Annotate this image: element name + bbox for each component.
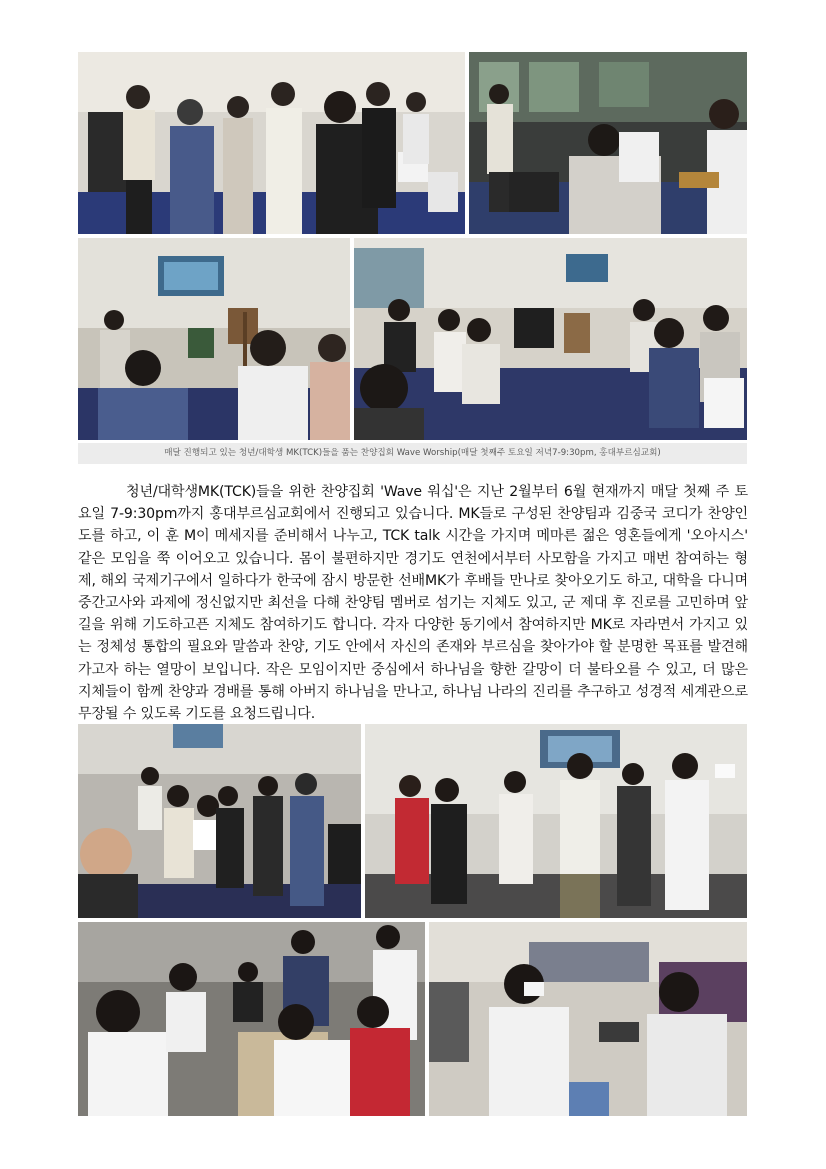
photo-mingling-crowd	[365, 724, 747, 918]
article-paragraph: 청년/대학생MK(TCK)들을 위한 찬양집회 'Wave 워십'은 지난 2월부터 6월 현재까지 매달 첫째 주 토요일 7-9:30pm까지 홍대부르심교회에서 진행되고 있습니다. MK들로 구성된 찬양팀과 김중국 코디가 찬양인도를 하고, 이 훈 M이 메세지를 준비해서 나누고, TCK talk 시간을 가지며 메마른 젊은 영혼들에게 '오아시스' 같은 모임을 쭉 이어오고 있습니다. 몸이 불편하지만 경기도 연천에서부터 사모함을 가지고 매번 참여하는 형제, 해외 국제기구에서 일하다가 한국에 잠시 방문한 선배MK가 후배들 만나로 찾아오기도 하고, 대학을 다니며 중간고사와 과제에 정신없지만 최선을 다해 찬양팀 멤버로 섬기는 지체도 있고, 군 제대 후 진로를 고민하며 앞길을 위해 기도하고픈 지체도 참여하기도 합니다. 각자 다양한 동기에서 참여하지만 MK로 자라면서 가지고 있는 정체성 통합의 필요와 말씀과 찬양, 기도 안에서 자신의 존재와 부르심을 찾아가야 할 분명한 목표를 발견해가고자 하는 열망이 보입니다. 작은 모임이지만 중심에서 하나님을 향한 갈망이 더 불타오를 수 있고, 더 많은 지체들이 함께 찬양과 경배를 통해 아버지 하나님을 만나고, 하나님 나라의 진리를 추구하고 성경적 세계관으로 무장될 수 있도록 기도를 요청드립니다.	[78, 484, 748, 723]
photo-worship-band	[469, 52, 747, 234]
photo-speaker-screen	[78, 238, 350, 440]
photo-group-gathering	[78, 52, 465, 234]
photo-conversation	[429, 922, 747, 1116]
photo-group-selfie	[78, 724, 361, 918]
photo-caption: 매달 진행되고 있는 청년/대학생 MK(TCK)들을 품는 찬양집회 Wave Worship(매달 첫째주 토요일 저녁7-9:30pm, 홍대부르심교회)	[78, 443, 747, 464]
photo-table-game	[78, 922, 425, 1116]
photo-audience-seated	[354, 238, 747, 440]
